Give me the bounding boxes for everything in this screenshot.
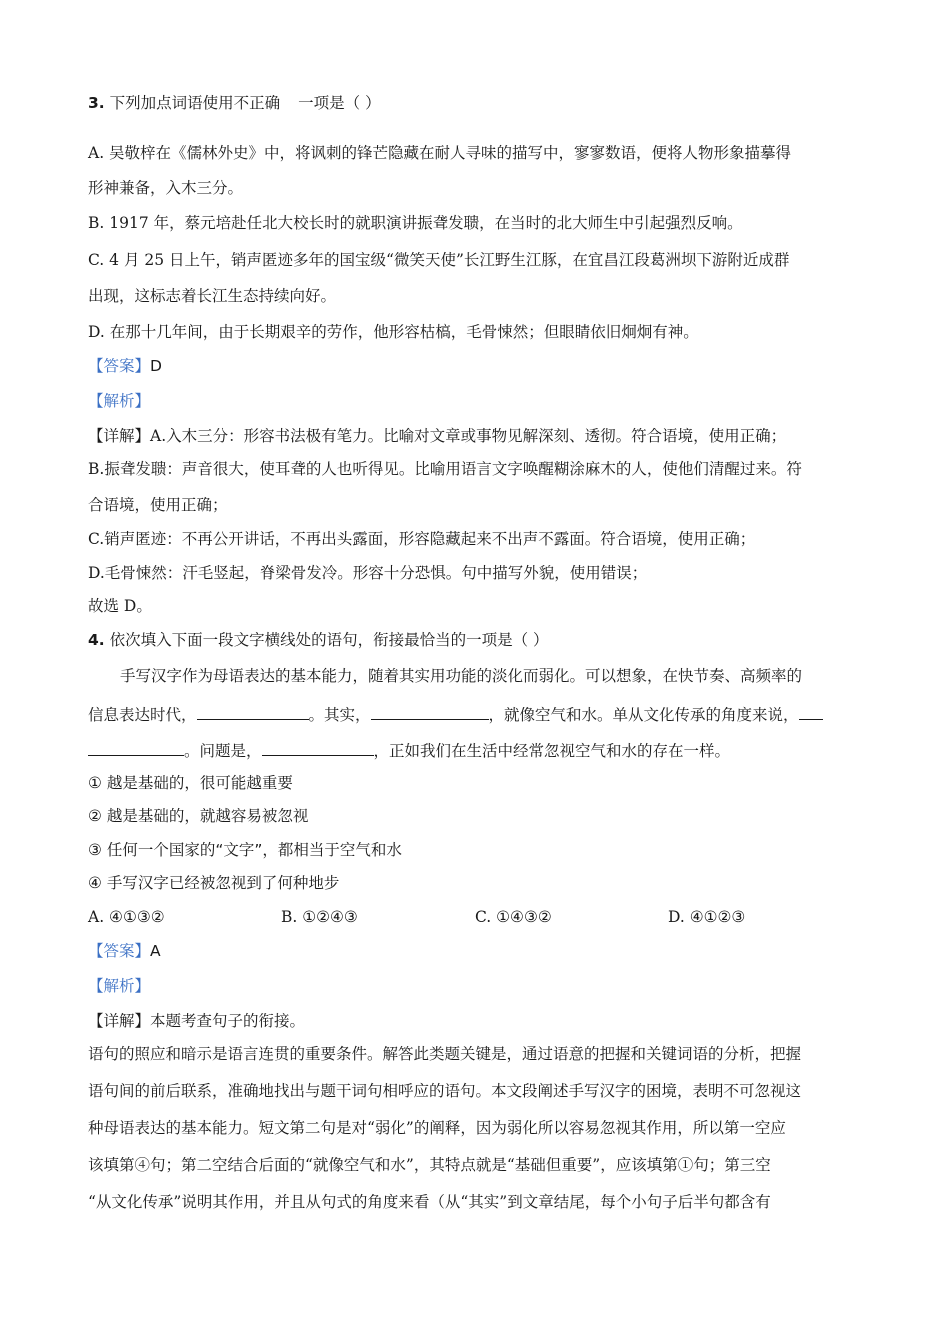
q3-option-a-line1: A. 吴敬梓在《儒林外史》中，将讽刺的锋芒隐藏在耐人寻味的描写中，寥寥数语，便将人物形象描摹得	[88, 144, 792, 162]
q3-detail-line4: C.销声匿迹：不再公开讲话，不再出头露面，形容隐藏起来不出声不露面。符合语境，使用正确；	[88, 530, 756, 548]
blank-4	[262, 741, 374, 756]
blank-1	[197, 705, 309, 720]
q4-detail-line5: 该填第④句；第二空结合后面的“就像空气和水”，其特点就是“基础但重要”，应该填第①句；第三空	[88, 1156, 771, 1174]
q4-passage-segment: ，正如我们在生活中经常忽视空气和水的存在一样。	[373, 742, 731, 760]
q4-detail-line1	[88, 1010, 305, 1032]
q4-stem	[88, 629, 549, 651]
q3-number: 3.	[88, 94, 105, 112]
blank-3-end	[88, 741, 184, 756]
q3-answer	[88, 355, 162, 377]
q4-detail-line6: “从文化传承”说明其作用，并且从句式的角度来看（从“其实”到文章结尾，每个小句子后半句都含有	[88, 1193, 771, 1211]
q4-choice-a: A. ④①③②	[88, 908, 165, 926]
q4-passage-line1: 手写汉字作为母语表达的基本能力，随着其实用功能的淡化而弱化。可以想象，在快节奏、高频率的	[120, 667, 803, 685]
q3-option-a-line2: 形神兼备，入木三分。	[88, 179, 244, 197]
q3-stem	[88, 92, 381, 114]
q3-option-b: B. 1917 年，蔡元培赴任北大校长时的就职演讲振聋发聩，在当时的北大师生中引起强烈反响。	[88, 214, 743, 232]
q3-option-c-line2: 出现，这标志着长江生态持续向好。	[88, 287, 337, 305]
q3-detail-line1	[88, 425, 786, 447]
q4-choice-d: D. ④①②③	[668, 908, 746, 926]
q4-detail-label: 【详解】	[88, 1012, 151, 1030]
q3-option-d: D. 在那十几年间，由于长期艰辛的劳作，他形容枯槁，毛骨悚然；但眼睛依旧炯炯有神。	[88, 323, 699, 341]
q3-detail-line3: 合语境，使用正确；	[88, 496, 228, 514]
q4-passage-line2	[88, 704, 823, 726]
q4-choice-b: B. ①②④③	[281, 908, 358, 926]
blank-2	[371, 705, 489, 720]
q4-passage-segment: 信息表达时代，	[88, 706, 197, 724]
q4-detail-line2: 语句的照应和暗示是语言连贯的重要条件。解答此类题关键是，通过语意的把握和关键词语的分析，把握	[88, 1045, 802, 1063]
q3-detail-line2: B.振聋发聩：声音很大，使耳聋的人也听得见。比喻用语言文字唤醒糊涂麻木的人，使他们清醒过来。符	[88, 460, 802, 478]
q3-detail-label: 【详解】	[88, 427, 151, 445]
q4-item-4: ④ 手写汉字已经被忽视到了何种地步	[88, 874, 340, 892]
blank-3-start	[799, 705, 823, 720]
q3-answer-value: D	[150, 357, 162, 375]
q4-item-1: ① 越是基础的，很可能越重要	[88, 774, 293, 792]
q4-passage-segment: ，就像空气和水。单从文化传承的角度来说，	[488, 706, 799, 724]
q4-detail-line4: 种母语表达的基本能力。短文第二句是对“弱化”的阐释，因为弱化所以容易忽视其作用，所以第一空应	[88, 1119, 786, 1137]
q4-analysis-label: 【解析】	[88, 977, 151, 995]
q4-passage-segment: 。问题是，	[184, 742, 262, 760]
q4-detail-text: 本题考查句子的衔接。	[150, 1012, 306, 1030]
q4-choice-c: C. ①④③②	[475, 908, 552, 926]
q3-answer-label: 【答案】	[88, 357, 151, 375]
q3-option-c-line1: C. 4 月 25 日上午，销声匿迹多年的国宝级“微笑天使”长江野生江豚，在宜昌江段葛洲坝下游附近成群	[88, 251, 790, 269]
q4-answer	[88, 940, 161, 962]
q3-detail-line5: D.毛骨悚然：汗毛竖起，脊梁骨发冷。形容十分恐惧。句中描写外貌，使用错误；	[88, 564, 648, 582]
q4-passage-segment: 。其实，	[308, 706, 371, 724]
q4-item-3: ③ 任何一个国家的“文字”，都相当于空气和水	[88, 841, 402, 859]
q4-detail-line3: 语句间的前后联系，准确地找出与题干词句相呼应的语句。本文段阐述手写汉字的困境，表明不可忽视这	[88, 1082, 802, 1100]
q3-detail-text: A.入木三分：形容书法极有笔力。比喻对文章或事物见解深刻、透彻。符合语境，使用正确；	[150, 427, 787, 445]
q3-stem-tail: 一项是（ ）	[298, 94, 381, 112]
q4-answer-value: A	[150, 942, 161, 960]
q3-analysis-label: 【解析】	[88, 392, 151, 410]
q3-stem-text: 下列加点词语使用不正确	[109, 94, 281, 112]
q4-stem-text: 依次填入下面一段文字横线处的语句，衔接最恰当的一项是（ ）	[109, 631, 549, 649]
q4-passage-line3	[88, 740, 730, 762]
q4-item-2: ② 越是基础的，就越容易被忽视	[88, 807, 309, 825]
q3-conclusion: 故选 D。	[88, 597, 152, 615]
q4-answer-label: 【答案】	[88, 942, 151, 960]
q4-number: 4.	[88, 631, 105, 649]
